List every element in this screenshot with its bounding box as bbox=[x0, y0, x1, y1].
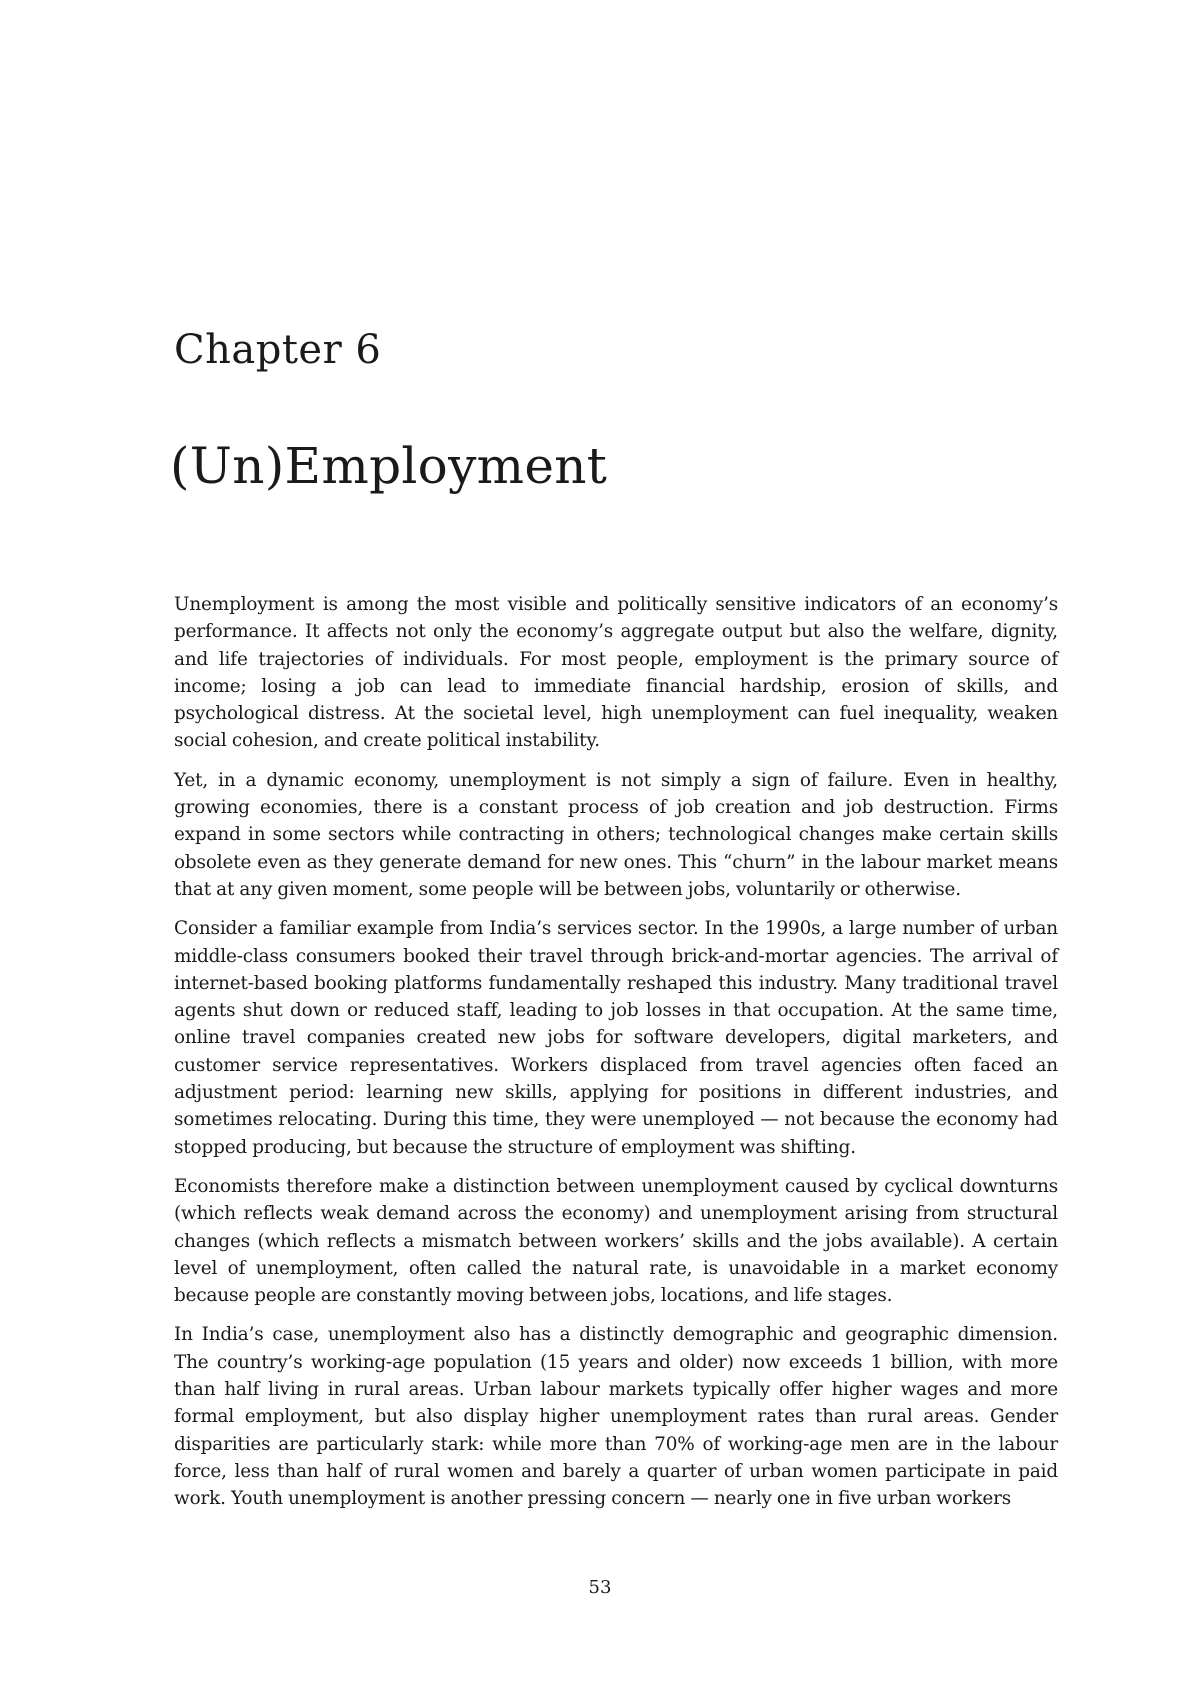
paragraph-1: Unemployment is among the most visible and politically sensitive indicators of an economy’s performance. It affects not only the economy’s aggregate output but also the welfare, dignity, and life trajectories of individuals. For most people, employment is the primary source of income; losing a job can lead to immediate financial hardship, erosion of skills, and psychological distress. At the societal level, high unemployment can fuel inequality, weaken social cohesion, and create political instability. bbox=[174, 594, 1058, 752]
chapter-title: (Un)Employment bbox=[170, 437, 608, 495]
paragraph-2: Yet, in a dynamic economy, unemployment is not simply a sign of failure. Even in healthy, growing economies, there is a constant process of job creation and job destruction. Firms expand in some sectors while contracting in others; technological changes make certain skills obsolete even as they generate demand for new ones. This “churn” in the labour market means that at any given moment, some people will be between jobs, voluntarily or otherwise. bbox=[174, 769, 1058, 900]
body-text bbox=[174, 591, 1058, 1525]
chapter-label: Chapter 6 bbox=[174, 327, 382, 373]
paragraph-4: Economists therefore make a distinction between unemployment caused by cyclical downturns (which reflects weak demand across the economy) and unemployment arising from structural changes (which reflects a mismatch between workers’ skills and the jobs available). A certain level of unemployment, often called the natural rate, is unavoidable in a market economy because people are constantly moving between jobs, locations, and life stages. bbox=[174, 1175, 1058, 1307]
page-number: 53 bbox=[588, 1577, 612, 1598]
paragraph-3: Consider a familiar example from India’s services sector. In the 1990s, a large number of urban middle-class consumers booked their travel through brick-and-mortar agencies. The arrival of internet-based booking platforms fundamentally reshaped this industry. Many traditional travel agents shut down or reduced staff, leading to job losses in that occupation. At the same time, online travel companies created new jobs for software developers, digital marketers, and customer service representatives. Workers displaced from travel agencies often faced an adjustment period: learning new skills, applying for positions in different industries, and sometimes relocating. During this time, they were unemployed — not because the economy had stopped producing, but because the structure of employment was shifting. bbox=[174, 918, 1058, 1158]
paragraph-5: In India’s case, unemployment also has a distinctly demographic and geographic dimension. The country’s working-age population (15 years and older) now exceeds 1 billion, with more than half living in rural areas. Urban labour markets typically offer higher wages and more formal employment, but also display higher unemployment rates than rural areas. Gender disparities are particularly stark: while more than 70% of working-age men are in the labour force, less than half of rural women and barely a quarter of urban women participate in paid work. Youth unemployment is another pressing concern — nearly one in five urban workers bbox=[174, 1324, 1058, 1510]
